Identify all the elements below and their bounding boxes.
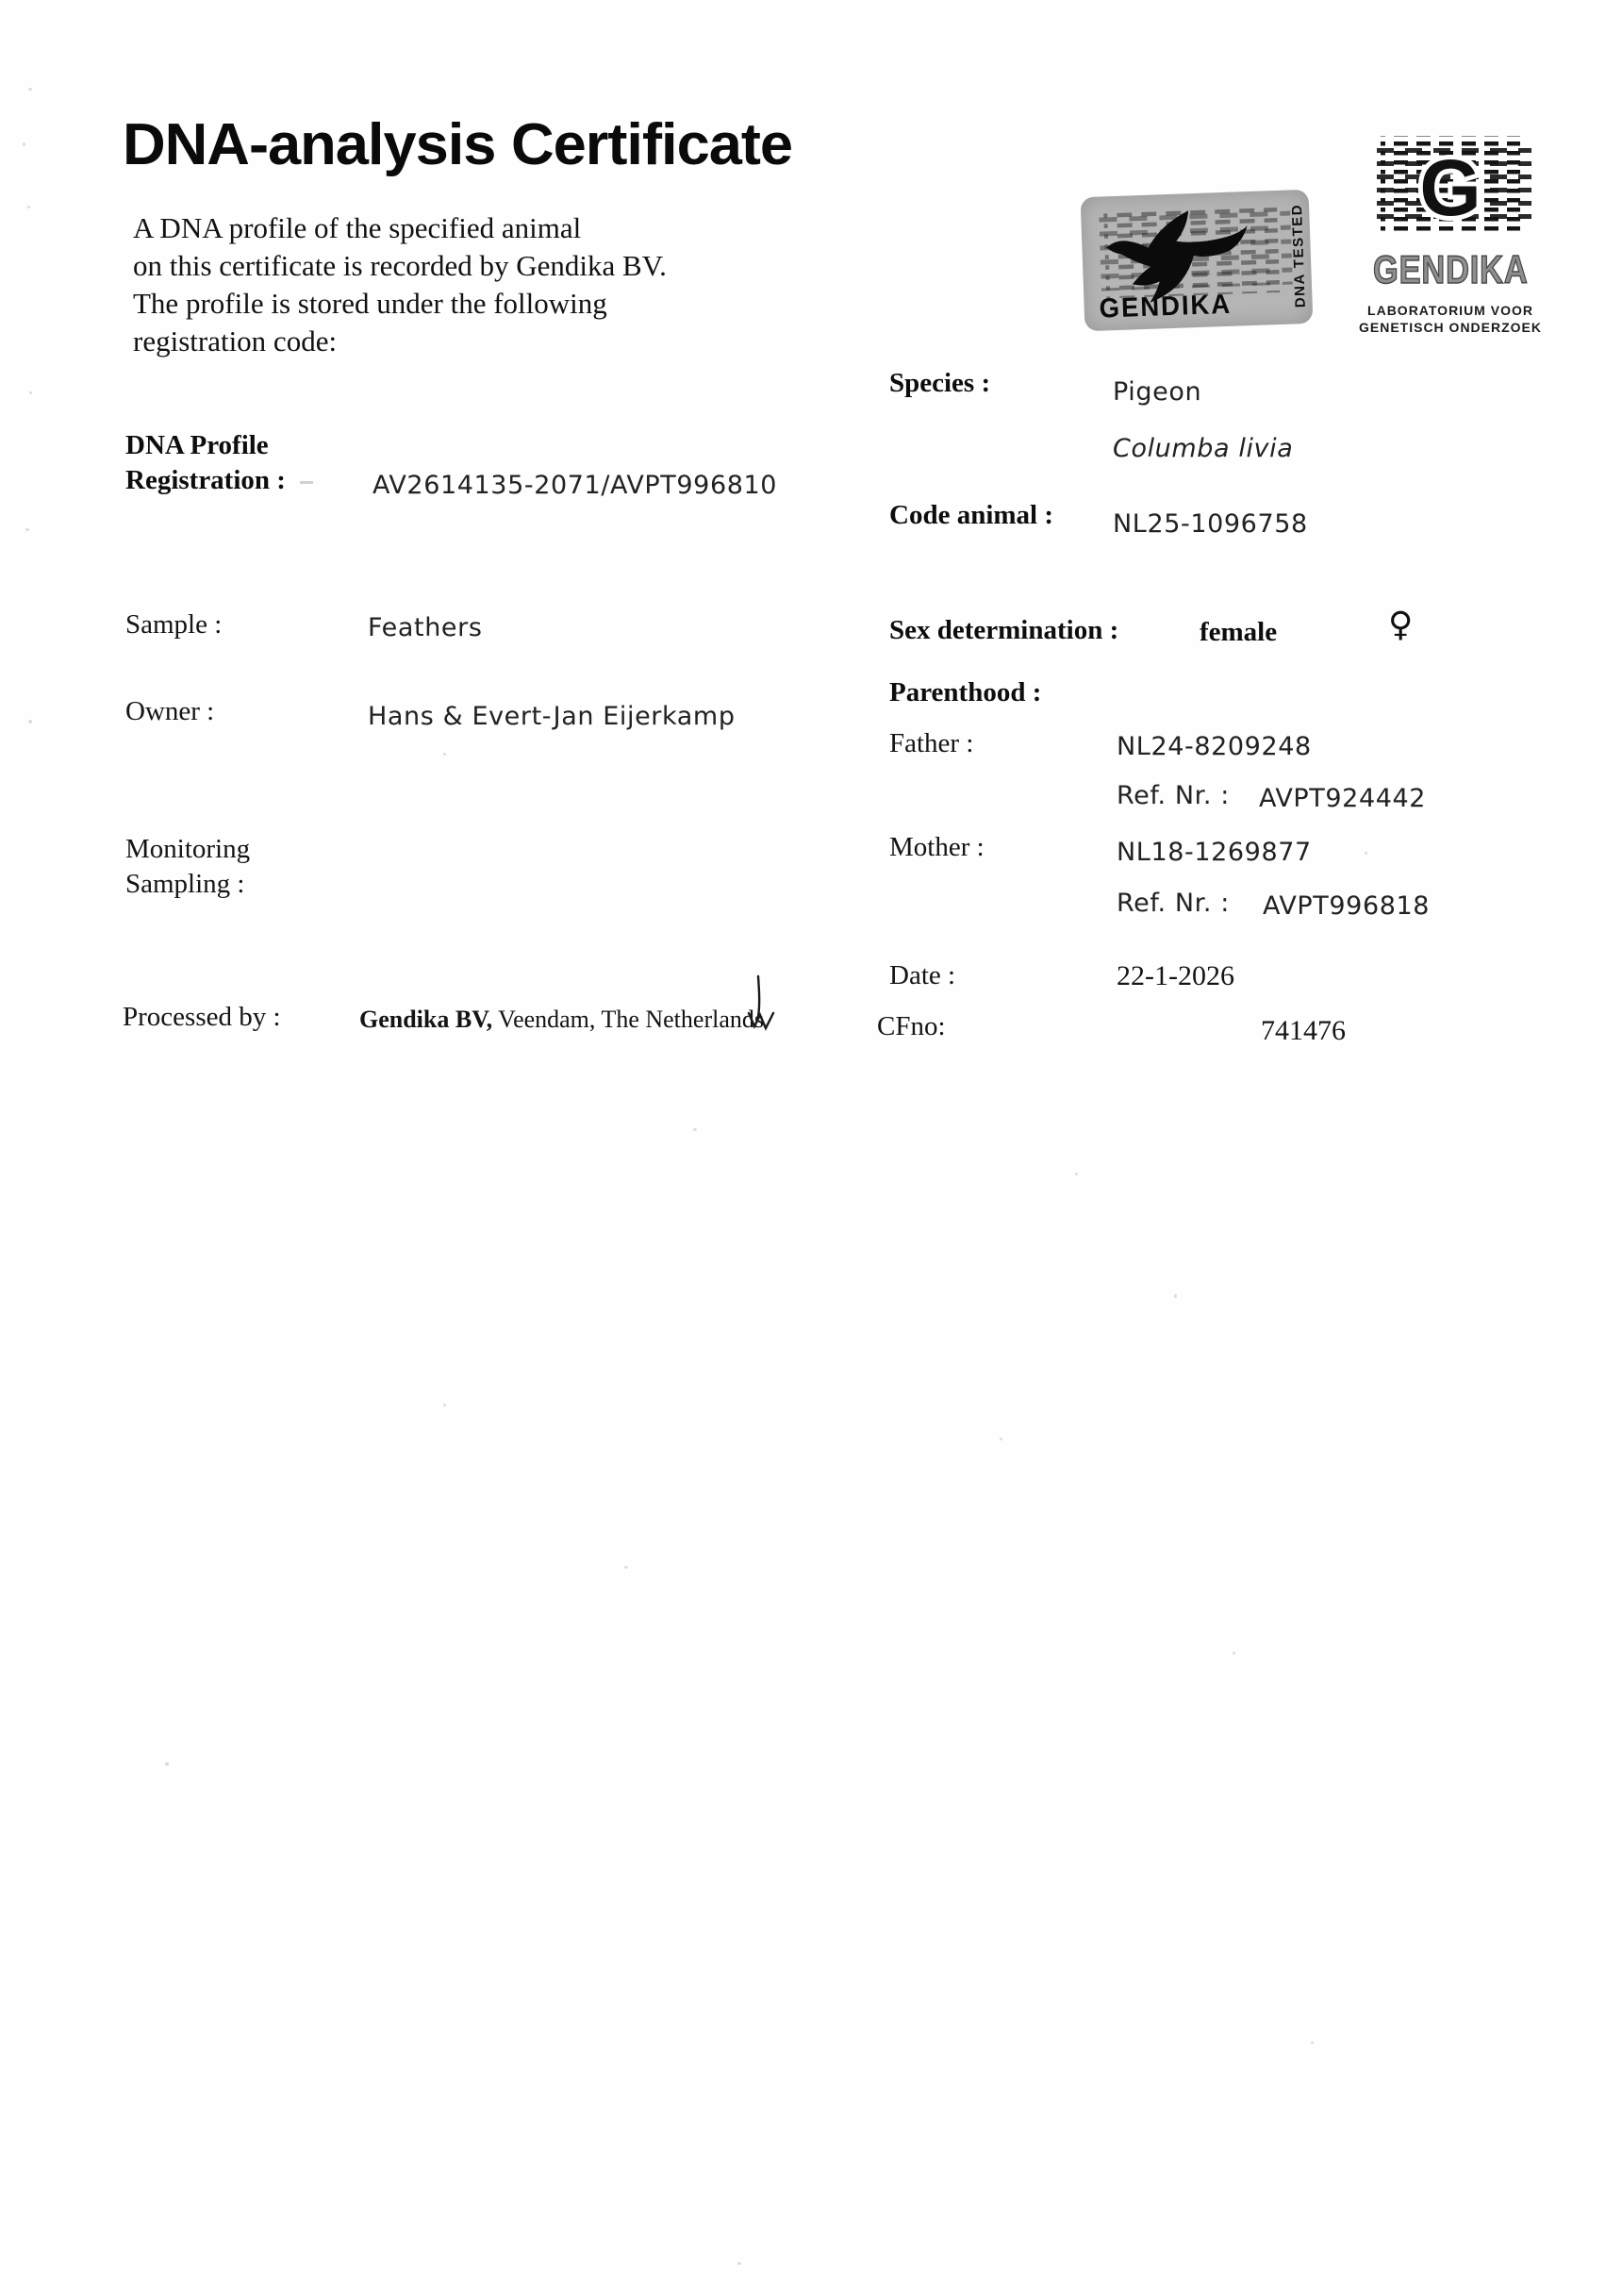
- owner-value: Hans & Evert-Jan Eijerkamp: [368, 702, 736, 731]
- logo-subtitle-line: GENETISCH ONDERZOEK: [1358, 320, 1542, 335]
- owner-label: Owner :: [125, 696, 215, 726]
- intro-line: registration code:: [133, 324, 338, 358]
- stamp-brand-text: GENDIKA: [1099, 289, 1233, 324]
- mother-ref-label: Ref. Nr. :: [1117, 889, 1230, 918]
- scan-speck: [25, 528, 29, 531]
- scan-speck: [27, 206, 30, 208]
- sex-determination-label: Sex determination :: [889, 615, 1119, 645]
- gendika-logo: [1356, 130, 1545, 336]
- processed-by-location: Veendam, The Netherlands: [492, 1006, 764, 1033]
- scan-speck: [165, 1762, 169, 1766]
- sample-label: Sample :: [125, 609, 223, 640]
- cfno-label: CFno:: [877, 1011, 946, 1041]
- scan-speck: [1174, 1294, 1177, 1298]
- stamp-side-text: DNA TESTED: [1288, 203, 1309, 308]
- scan-speck: [1075, 1173, 1078, 1175]
- dna-profile-label-line1: DNA Profile: [125, 430, 269, 460]
- scan-speck: [1365, 852, 1367, 855]
- scan-speck: [693, 1128, 697, 1131]
- intro-line: on this certificate is recorded by Gendika BV.: [133, 249, 667, 282]
- sample-value: Feathers: [368, 613, 483, 642]
- dna-gel-logo-icon: [1369, 130, 1531, 243]
- scan-speck: [737, 2262, 741, 2265]
- scan-speck: [28, 720, 32, 724]
- scan-speck: [1311, 2041, 1314, 2044]
- dna-profile-registration-value: AV2614135-2071/AVPT996810: [372, 471, 778, 500]
- date-value: 22-1-2026: [1117, 960, 1234, 991]
- dna-tested-stamp: [1081, 190, 1314, 331]
- female-symbol-icon: ♀: [1388, 606, 1414, 644]
- logo-subtitle-line: LABORATORIUM VOOR: [1367, 303, 1533, 318]
- logo-subtitle: [1356, 302, 1545, 336]
- father-ref-label: Ref. Nr. :: [1117, 781, 1230, 810]
- scan-speck: [624, 1566, 628, 1569]
- scan-artifact-dash: [300, 481, 313, 484]
- mother-label: Mother :: [889, 832, 985, 862]
- logo-brand-text: GENDIKA: [1373, 247, 1529, 291]
- svg-text:G: G: [1419, 143, 1481, 232]
- monitoring-label-line1: Monitoring: [125, 834, 251, 864]
- species-latin-name: Columba livia: [1113, 434, 1294, 463]
- mother-value: NL18-1269877: [1117, 838, 1312, 867]
- code-animal-label: Code animal :: [889, 500, 1053, 530]
- sex-determination-value: female: [1200, 617, 1278, 647]
- father-label: Father :: [889, 728, 974, 758]
- cfno-value: 741476: [1261, 1015, 1346, 1046]
- intro-line: A DNA profile of the specified animal: [133, 211, 582, 244]
- father-ref-value: AVPT924442: [1259, 784, 1427, 813]
- mother-ref-value: AVPT996818: [1263, 891, 1431, 921]
- species-label: Species :: [889, 368, 991, 398]
- scan-speck: [23, 142, 25, 146]
- scan-speck: [28, 88, 32, 91]
- signature-mark: [745, 973, 781, 1041]
- monitoring-label-line2: Sampling :: [125, 869, 245, 899]
- date-label: Date :: [889, 960, 956, 990]
- processed-by-company: Gendika BV,: [359, 1006, 493, 1033]
- scan-speck: [1000, 1438, 1002, 1440]
- father-value: NL24-8209248: [1117, 732, 1312, 761]
- dna-profile-label: [125, 428, 286, 498]
- parenthood-label: Parenthood :: [889, 677, 1042, 707]
- dna-profile-label-line2: Registration :: [125, 465, 286, 495]
- page-title: DNA-analysis Certificate: [123, 112, 793, 177]
- processed-by-label: Processed by :: [123, 1002, 281, 1032]
- intro-line: The profile is stored under the following: [133, 287, 607, 320]
- code-animal-value: NL25-1096758: [1113, 509, 1308, 539]
- scan-speck: [443, 753, 446, 756]
- species-value: Pigeon: [1113, 377, 1202, 407]
- scan-speck: [29, 391, 32, 394]
- processed-by-value: [359, 1006, 764, 1034]
- scan-speck: [1233, 1652, 1235, 1655]
- monitoring-sampling-label: [125, 832, 250, 902]
- scan-speck: [443, 1404, 446, 1406]
- intro-paragraph: [133, 209, 667, 360]
